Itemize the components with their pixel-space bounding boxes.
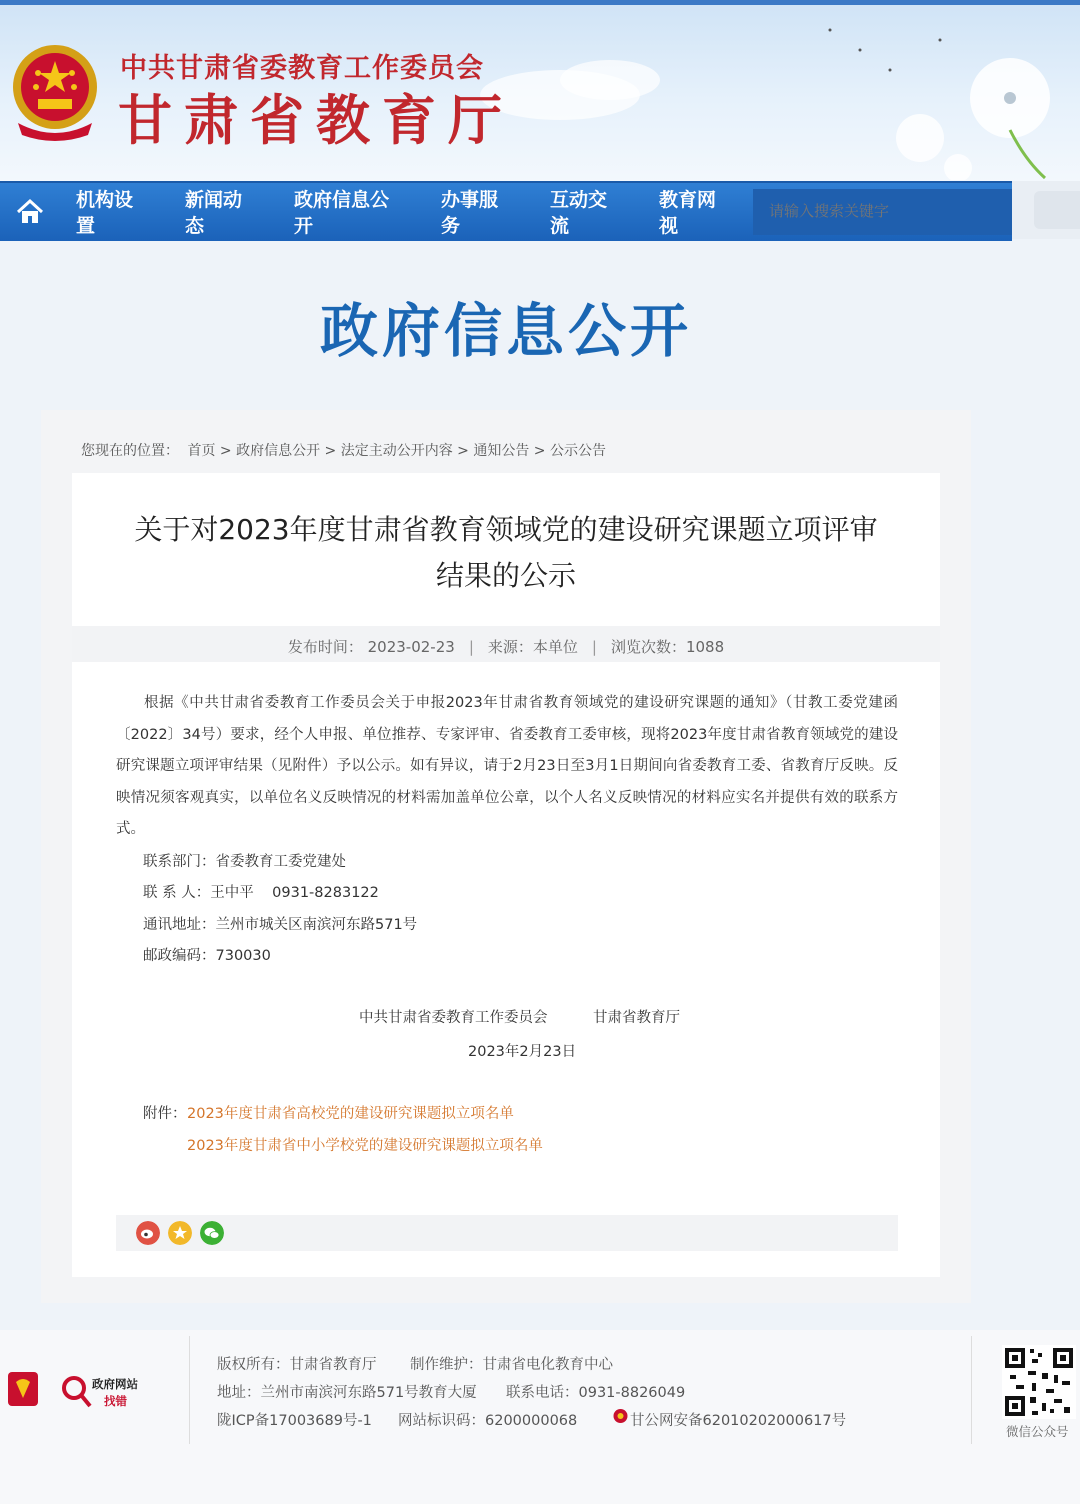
footer-divider <box>971 1336 972 1444</box>
nav-right-area <box>1012 181 1080 239</box>
national-emblem-icon[interactable] <box>8 43 102 141</box>
dandelion-decoration-icon <box>810 20 1050 180</box>
attachment-link[interactable]: 2023年度甘肃省高校党的建设研究课题拟立项名单 <box>187 1106 514 1122</box>
share-bar <box>116 1215 898 1251</box>
nav-item-video[interactable]: 教育网 视 <box>659 189 717 237</box>
badge-text-1: 政府网站 <box>92 1377 138 1391</box>
view-count: 浏览次数：1088 <box>610 638 725 656</box>
breadcrumb <box>81 440 610 460</box>
badge-text-2: 找错 <box>104 1394 127 1408</box>
wechat-share-icon[interactable] <box>200 1221 224 1245</box>
nav-item-org[interactable]: 机构设 置 <box>76 189 134 237</box>
nav-item-news[interactable]: 新闻动 态 <box>185 189 243 237</box>
footer-divider <box>189 1336 190 1444</box>
breadcrumb-path[interactable]: 首页 > 政府信息公开 > 法定主动公开内容 > 通知公告 > 公示公告 <box>187 443 606 459</box>
search-button[interactable] <box>1034 191 1080 229</box>
section-banner-title: 政府信息公开 <box>319 297 692 365</box>
contact-postcode: 邮政编码：730030 <box>143 948 271 964</box>
org-subtitle: 中共甘肃省委教育工作委员会 <box>120 53 484 84</box>
contact-dept: 联系部门：省委教育工委党建处 <box>143 854 346 870</box>
contact-address: 通讯地址：兰州市城关区南滨河东路571号 <box>143 917 418 933</box>
wechat-qr-code-icon <box>1002 1345 1076 1419</box>
article-body: 根据《中共甘肃省委教育工作委员会关于申报2023年甘肃省教育领域党的建设研究课题的通知》（甘教工委党建函〔2022〕34号）要求，经个人申报、单位推荐、专家评审、省委教育工委审核，现将2023年度甘肃省教育领域党的建设研究课题立项评审结果（见附件）予以公示。如有异议，请于2月23日至3月1日期间向省委教育工委、省教育厅反映。反映情况须客观真实，以单位名义反映情况的材料需加盖单位公章，以个人名义反映情况的材料应实名并提供有效的联系方式。 <box>116 695 898 837</box>
nav-item-info-disclosure[interactable]: 政府信息公 开 <box>294 189 390 237</box>
weibo-share-icon[interactable] <box>136 1221 160 1245</box>
nav-item-services[interactable]: 办事服 务 <box>441 189 499 237</box>
favorite-star-icon[interactable] <box>168 1221 192 1245</box>
footer-icp[interactable]: 陇ICP备17003689号-1 <box>217 1413 372 1429</box>
attachment-link[interactable]: 2023年度甘肃省中小学校党的建设研究课题拟立项名单 <box>187 1138 543 1154</box>
attachment-label: 附件： <box>143 1106 187 1122</box>
publish-date: 发布时间： 2023-02-23 <box>287 638 455 656</box>
police-badge-icon <box>613 1408 628 1424</box>
party-badge-icon[interactable] <box>8 1372 38 1410</box>
signature-date: 2023年2月23日 <box>468 1044 577 1060</box>
qr-label: 微信公众号 <box>1006 1424 1069 1439</box>
header-top-line <box>0 0 1080 5</box>
signature-org-2: 甘肃省教育厅 <box>593 1010 680 1026</box>
article-source: 来源：本单位 <box>487 638 578 656</box>
gov-site-error-badge[interactable] <box>60 1372 146 1410</box>
article-meta: 发布时间： 2023-02-23 | 来源：本单位 | 浏览次数：1088 <box>287 638 725 656</box>
footer-police-record[interactable]: 甘公网安备62010202000617号 <box>630 1413 847 1429</box>
main-nav <box>0 181 1012 241</box>
search-input[interactable] <box>753 189 1013 235</box>
org-title: 甘肃省教育厅 <box>118 89 514 152</box>
article-title: 关于对2023年度甘肃省教育领域党的建设研究课题立项评审 结果的公示 <box>134 513 878 592</box>
footer-copyright: 版权所有：甘肃省教育厅 <box>217 1357 377 1373</box>
footer-site-id: 网站标识码：6200000068 <box>398 1413 578 1429</box>
footer-address: 地址：兰州市南滨河东路571号教育大厦 <box>217 1385 477 1401</box>
magnifier-icon <box>60 1372 92 1410</box>
contact-person: 联 系 人：王中平 0931-8283122 <box>143 885 379 901</box>
site-header <box>0 0 1080 181</box>
footer-phone: 联系电话：0931-8826049 <box>506 1385 686 1401</box>
signature-org-1: 中共甘肃省委教育工作委员会 <box>359 1010 548 1026</box>
footer-maintainer: 制作维护：甘肃省电化教育中心 <box>410 1357 613 1373</box>
breadcrumb-label: 您现在的位置： <box>81 443 179 459</box>
home-icon[interactable] <box>14 196 46 228</box>
nav-item-interaction[interactable]: 互动交 流 <box>550 189 608 237</box>
